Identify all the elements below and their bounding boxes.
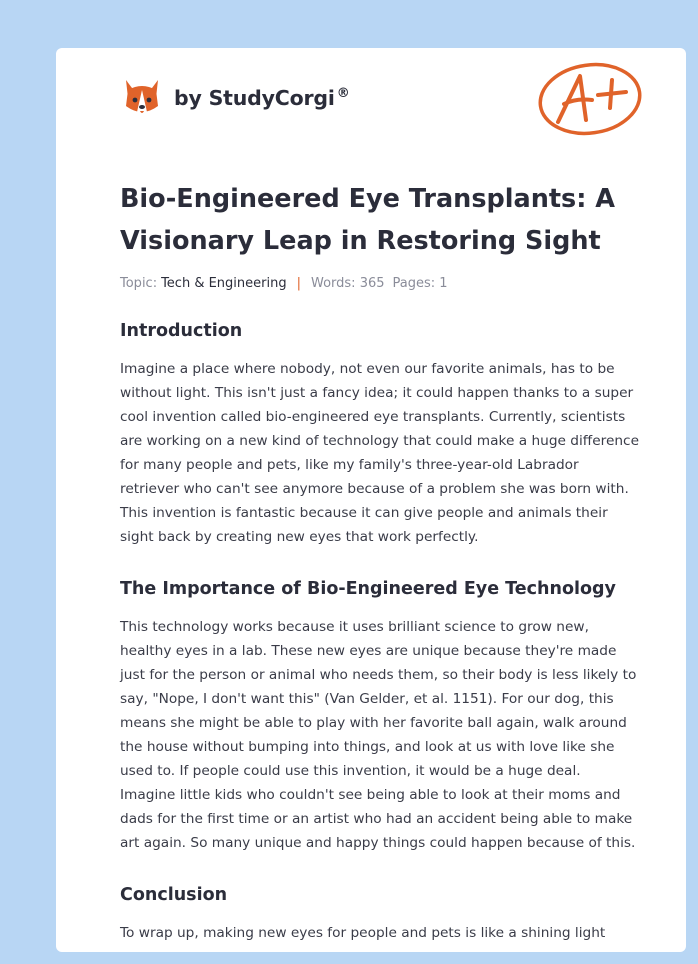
corgi-logo-icon	[120, 76, 164, 120]
section-heading-introduction: Introduction	[120, 321, 243, 341]
registered-mark: ®	[336, 86, 350, 102]
section-heading-conclusion: Conclusion	[120, 885, 228, 905]
brand-name: by StudyCorgi ®	[174, 86, 350, 110]
section-text-introduction: Imagine a place where nobody, not even our favorite animals, has to be without light. This isn't just a fancy idea; it could happen thanks to a super cool invention called bio-engineered eye transplants. Currently, scientists are working on a new kind of technology that could make a huge difference for many people and pets, like my family's three-year-old Labrador retriever who can't see anymore because of a problem she was born with. This invention is fantastic because it can give people and animals their sight back by creating new eyes that work perfectly.	[120, 361, 640, 545]
topic-link[interactable]: Tech & Engineering	[161, 276, 287, 291]
page-title: Bio-Engineered Eye Transplants: A Visionary Leap in Restoring Sight	[120, 184, 616, 256]
word-count: Words: 365	[311, 276, 385, 291]
essay-content	[120, 178, 640, 945]
section-text-importance: This technology works because it uses brilliant science to grow new, healthy eyes in a lab. These new eyes are unique because they're made just for the person or animal who needs them, so their body is less likely to say, "Nope, I don't want this" (Van Gelder, et al. 1151). For our dog, this means she might be able to play with her favorite ball again, walk around the house without bumping into things, and look at us with love like she used to. If people could use this invention, it would be a huge deal. Imagine little kids who couldn't see being able to look at their moms and dads for the first time or an artist who had an accident being able to make art again. So many unique and happy things could happen because of this.	[120, 619, 637, 851]
page-count: Pages: 1	[392, 276, 448, 291]
essay-meta	[120, 276, 640, 291]
document-page	[56, 48, 686, 952]
topic-label: Topic:	[120, 276, 158, 291]
a-plus-grade-icon	[536, 58, 648, 140]
section-heading-importance: The Importance of Bio-Engineered Eye Technology	[120, 579, 616, 599]
section-text-conclusion: To wrap up, making new eyes for people and pets is like a shining light	[120, 925, 606, 941]
meta-separator: |	[296, 276, 301, 291]
brand-header	[120, 76, 350, 120]
